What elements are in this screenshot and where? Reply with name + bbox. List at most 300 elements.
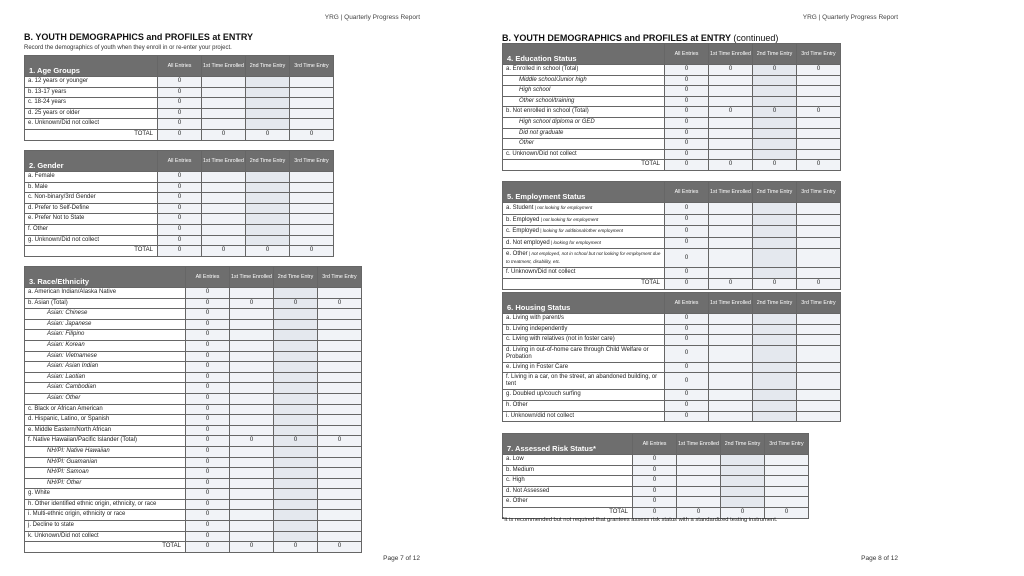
cell-entry[interactable] xyxy=(274,309,318,320)
cell-all-entries[interactable]: 0 xyxy=(665,324,709,335)
table-row xyxy=(503,400,841,411)
cell-all-entries[interactable]: 0 xyxy=(665,117,709,128)
cell-entry[interactable] xyxy=(709,249,753,268)
cell-entry[interactable] xyxy=(721,476,765,487)
cell-all-entries[interactable]: 0 xyxy=(665,75,709,86)
cell-entry[interactable] xyxy=(318,521,362,532)
cell-all-entries[interactable]: 0 xyxy=(665,249,709,268)
cell-entry[interactable]: 0 xyxy=(797,65,841,76)
cell-entry[interactable] xyxy=(797,117,841,128)
cell-entry[interactable] xyxy=(230,362,274,373)
cell-all-entries[interactable]: 0 xyxy=(186,510,230,521)
cell-entry[interactable] xyxy=(709,149,753,160)
row-label: d. Prefer to Self-Define xyxy=(25,203,158,214)
cell-entry[interactable] xyxy=(753,390,797,401)
cell-all-entries[interactable]: 0 xyxy=(158,193,202,204)
cell-entry[interactable] xyxy=(709,96,753,107)
cell-entry[interactable] xyxy=(753,268,797,279)
cell-entry[interactable] xyxy=(753,411,797,422)
cell-entry[interactable] xyxy=(753,400,797,411)
cell-entry[interactable] xyxy=(677,465,721,476)
cell-all-entries[interactable]: 0 xyxy=(158,235,202,246)
cell-all-entries[interactable]: 0 xyxy=(158,214,202,225)
cell-entry[interactable] xyxy=(797,139,841,150)
cell-entry[interactable] xyxy=(274,372,318,383)
cell-entry[interactable] xyxy=(318,510,362,521)
cell-entry[interactable] xyxy=(709,373,753,390)
table-row xyxy=(25,203,334,214)
cell-all-entries[interactable]: 0 xyxy=(665,314,709,325)
cell-all-entries[interactable]: 0 xyxy=(186,298,230,309)
total-value: 0 xyxy=(709,160,753,171)
cell-entry[interactable] xyxy=(721,497,765,508)
cell-entry[interactable] xyxy=(318,415,362,426)
cell-entry[interactable] xyxy=(797,400,841,411)
cell-entry[interactable]: 0 xyxy=(274,298,318,309)
cell-entry[interactable] xyxy=(709,390,753,401)
cell-entry[interactable] xyxy=(230,351,274,362)
cell-entry[interactable]: 0 xyxy=(274,436,318,447)
cell-entry[interactable] xyxy=(753,149,797,160)
cell-all-entries[interactable]: 0 xyxy=(665,214,709,226)
cell-all-entries[interactable]: 0 xyxy=(633,476,677,487)
cell-entry[interactable] xyxy=(230,393,274,404)
cell-entry[interactable] xyxy=(797,214,841,226)
cell-entry[interactable] xyxy=(230,446,274,457)
cell-entry[interactable] xyxy=(274,351,318,362)
cell-all-entries[interactable]: 0 xyxy=(158,224,202,235)
cell-entry[interactable] xyxy=(290,172,334,183)
cell-entry[interactable] xyxy=(202,182,246,193)
cell-entry[interactable] xyxy=(753,139,797,150)
cell-all-entries[interactable]: 0 xyxy=(186,468,230,479)
cell-entry[interactable] xyxy=(709,268,753,279)
cell-entry[interactable] xyxy=(274,425,318,436)
cell-all-entries[interactable]: 0 xyxy=(186,478,230,489)
cell-entry[interactable] xyxy=(290,98,334,109)
cell-entry[interactable] xyxy=(202,119,246,130)
cell-all-entries[interactable]: 0 xyxy=(665,335,709,346)
cell-entry[interactable] xyxy=(202,214,246,225)
cell-entry[interactable] xyxy=(246,182,290,193)
cell-entry[interactable] xyxy=(290,77,334,88)
cell-entry[interactable] xyxy=(709,314,753,325)
table-title: 6. Housing Status xyxy=(503,293,665,314)
cell-entry[interactable] xyxy=(753,226,797,238)
cell-all-entries[interactable]: 0 xyxy=(186,309,230,320)
cell-all-entries[interactable]: 0 xyxy=(186,446,230,457)
cell-entry[interactable]: 0 xyxy=(230,298,274,309)
cell-entry[interactable] xyxy=(318,478,362,489)
cell-entry[interactable] xyxy=(230,478,274,489)
cell-entry[interactable]: 0 xyxy=(709,65,753,76)
cell-entry[interactable] xyxy=(230,415,274,426)
cell-entry[interactable] xyxy=(274,531,318,542)
cell-entry[interactable] xyxy=(753,96,797,107)
cell-entry[interactable] xyxy=(318,309,362,320)
cell-entry[interactable] xyxy=(230,531,274,542)
cell-entry[interactable] xyxy=(274,457,318,468)
cell-entry[interactable] xyxy=(797,203,841,215)
cell-entry[interactable] xyxy=(318,288,362,299)
cell-all-entries[interactable]: 0 xyxy=(186,489,230,500)
cell-entry[interactable] xyxy=(753,214,797,226)
cell-entry[interactable] xyxy=(721,465,765,476)
cell-entry[interactable] xyxy=(274,468,318,479)
cell-entry[interactable] xyxy=(290,108,334,119)
cell-entry[interactable] xyxy=(797,75,841,86)
cell-all-entries[interactable]: 0 xyxy=(158,77,202,88)
cell-entry[interactable] xyxy=(274,499,318,510)
cell-entry[interactable] xyxy=(318,446,362,457)
cell-entry[interactable] xyxy=(753,249,797,268)
cell-all-entries[interactable]: 0 xyxy=(158,203,202,214)
cell-all-entries[interactable]: 0 xyxy=(186,425,230,436)
section-title-continued: (continued) xyxy=(733,33,779,43)
cell-entry[interactable] xyxy=(246,98,290,109)
cell-all-entries[interactable]: 0 xyxy=(158,182,202,193)
cell-entry[interactable] xyxy=(797,362,841,373)
cell-entry[interactable] xyxy=(753,237,797,249)
cell-all-entries[interactable]: 0 xyxy=(665,226,709,238)
cell-entry[interactable] xyxy=(797,314,841,325)
cell-entry[interactable] xyxy=(709,214,753,226)
row-label-separator: | xyxy=(539,228,543,234)
cell-all-entries[interactable]: 0 xyxy=(665,362,709,373)
cell-entry[interactable] xyxy=(709,117,753,128)
cell-entry[interactable] xyxy=(230,404,274,415)
cell-entry[interactable] xyxy=(677,455,721,466)
cell-entry[interactable] xyxy=(274,383,318,394)
cell-all-entries[interactable]: 0 xyxy=(186,521,230,532)
table-row xyxy=(25,98,334,109)
row-label: i. Multi-ethnic origin, ethnicity or race xyxy=(25,510,186,521)
total-value: 0 xyxy=(158,129,202,140)
cell-entry[interactable] xyxy=(753,324,797,335)
cell-entry[interactable] xyxy=(230,510,274,521)
cell-entry[interactable] xyxy=(797,86,841,97)
cell-entry[interactable] xyxy=(797,390,841,401)
table-row xyxy=(25,446,362,457)
cell-entry[interactable] xyxy=(709,128,753,139)
cell-all-entries[interactable]: 0 xyxy=(665,373,709,390)
table-row xyxy=(503,373,841,390)
header-row xyxy=(25,267,362,288)
cell-all-entries[interactable]: 0 xyxy=(665,237,709,249)
cell-entry[interactable] xyxy=(202,172,246,183)
cell-entry[interactable] xyxy=(753,75,797,86)
cell-all-entries[interactable]: 0 xyxy=(158,98,202,109)
cell-entry[interactable] xyxy=(274,489,318,500)
row-label: g. Unknown/Did not collect xyxy=(25,235,158,246)
cell-all-entries[interactable]: 0 xyxy=(186,457,230,468)
table-row xyxy=(503,75,841,86)
cell-entry[interactable] xyxy=(318,340,362,351)
cell-entry[interactable] xyxy=(290,235,334,246)
cell-entry[interactable] xyxy=(246,203,290,214)
cell-all-entries[interactable]: 0 xyxy=(665,345,709,362)
cell-entry[interactable] xyxy=(274,362,318,373)
cell-entry[interactable] xyxy=(246,119,290,130)
cell-entry[interactable] xyxy=(246,224,290,235)
cell-entry[interactable] xyxy=(709,362,753,373)
cell-entry[interactable] xyxy=(753,314,797,325)
cell-entry[interactable] xyxy=(274,404,318,415)
cell-entry[interactable] xyxy=(765,455,809,466)
cell-all-entries[interactable]: 0 xyxy=(633,486,677,497)
cell-entry[interactable] xyxy=(318,457,362,468)
cell-entry[interactable] xyxy=(709,86,753,97)
cell-entry[interactable] xyxy=(318,425,362,436)
cell-entry[interactable] xyxy=(721,486,765,497)
cell-entry[interactable] xyxy=(753,362,797,373)
cell-entry[interactable]: 0 xyxy=(753,107,797,118)
cell-entry[interactable] xyxy=(709,411,753,422)
cell-all-entries[interactable]: 0 xyxy=(665,65,709,76)
table-row xyxy=(503,497,809,508)
cell-entry[interactable] xyxy=(230,425,274,436)
page-number: Page 8 of 12 xyxy=(861,555,898,562)
cell-entry[interactable] xyxy=(765,497,809,508)
cell-entry[interactable] xyxy=(202,98,246,109)
column-header-second: 2nd Time Entry xyxy=(246,151,290,172)
cell-entry[interactable] xyxy=(797,373,841,390)
cell-entry[interactable] xyxy=(246,87,290,98)
cell-entry[interactable] xyxy=(230,309,274,320)
table-row xyxy=(503,203,841,215)
cell-all-entries[interactable]: 0 xyxy=(186,393,230,404)
cell-entry[interactable] xyxy=(797,237,841,249)
table-row xyxy=(25,415,362,426)
cell-entry[interactable] xyxy=(202,87,246,98)
cell-entry[interactable] xyxy=(290,214,334,225)
cell-entry[interactable] xyxy=(765,476,809,487)
total-value: 0 xyxy=(202,129,246,140)
cell-entry[interactable] xyxy=(290,224,334,235)
cell-entry[interactable]: 0 xyxy=(318,436,362,447)
cell-entry[interactable] xyxy=(709,324,753,335)
cell-all-entries[interactable]: 0 xyxy=(186,531,230,542)
cell-entry[interactable] xyxy=(290,119,334,130)
cell-all-entries[interactable]: 0 xyxy=(186,404,230,415)
cell-entry[interactable] xyxy=(677,497,721,508)
cell-entry[interactable] xyxy=(230,319,274,330)
cell-entry[interactable] xyxy=(230,521,274,532)
cell-entry[interactable] xyxy=(797,226,841,238)
cell-entry[interactable] xyxy=(753,203,797,215)
cell-all-entries[interactable]: 0 xyxy=(665,411,709,422)
total-value: 0 xyxy=(158,246,202,257)
cell-entry[interactable] xyxy=(274,319,318,330)
cell-entry[interactable] xyxy=(709,335,753,346)
cell-all-entries[interactable]: 0 xyxy=(186,436,230,447)
cell-entry[interactable] xyxy=(290,87,334,98)
cell-all-entries[interactable]: 0 xyxy=(665,268,709,279)
cell-all-entries[interactable]: 0 xyxy=(186,319,230,330)
cell-entry[interactable] xyxy=(202,108,246,119)
cell-entry[interactable] xyxy=(797,149,841,160)
cell-all-entries[interactable]: 0 xyxy=(186,362,230,373)
cell-all-entries[interactable]: 0 xyxy=(633,497,677,508)
cell-all-entries[interactable]: 0 xyxy=(665,128,709,139)
cell-entry[interactable] xyxy=(797,268,841,279)
cell-all-entries[interactable]: 0 xyxy=(186,330,230,341)
cell-entry[interactable] xyxy=(721,455,765,466)
cell-entry[interactable] xyxy=(290,193,334,204)
cell-entry[interactable] xyxy=(677,476,721,487)
cell-entry[interactable] xyxy=(290,182,334,193)
cell-all-entries[interactable]: 0 xyxy=(633,455,677,466)
table-row xyxy=(503,476,809,487)
cell-entry[interactable]: 0 xyxy=(230,436,274,447)
cell-entry[interactable]: 0 xyxy=(709,107,753,118)
cell-entry[interactable] xyxy=(797,324,841,335)
cell-entry[interactable] xyxy=(274,330,318,341)
cell-all-entries[interactable]: 0 xyxy=(186,351,230,362)
cell-entry[interactable] xyxy=(709,345,753,362)
cell-entry[interactable] xyxy=(246,214,290,225)
total-value: 0 xyxy=(202,246,246,257)
row-label: Asian: Asian Indian xyxy=(25,362,186,373)
cell-entry[interactable] xyxy=(274,288,318,299)
cell-entry[interactable] xyxy=(753,117,797,128)
row-label-note: looking for additional/other employment xyxy=(542,228,623,234)
cell-entry[interactable] xyxy=(318,372,362,383)
page-number: Page 7 of 12 xyxy=(383,555,420,562)
table-row xyxy=(25,108,334,119)
cell-all-entries[interactable]: 0 xyxy=(633,465,677,476)
row-label-main: b. Employed xyxy=(506,216,540,223)
cell-entry[interactable] xyxy=(230,457,274,468)
cell-all-entries[interactable]: 0 xyxy=(186,499,230,510)
cell-entry[interactable] xyxy=(753,373,797,390)
row-label xyxy=(503,203,665,215)
cell-entry[interactable] xyxy=(274,478,318,489)
cell-entry[interactable] xyxy=(797,335,841,346)
cell-entry[interactable] xyxy=(246,108,290,119)
cell-entry[interactable] xyxy=(230,383,274,394)
cell-entry[interactable] xyxy=(709,400,753,411)
cell-entry[interactable]: 0 xyxy=(753,65,797,76)
table-title: 1. Age Groups xyxy=(25,56,158,77)
cell-entry[interactable] xyxy=(753,335,797,346)
cell-entry[interactable] xyxy=(797,128,841,139)
table-row xyxy=(503,268,841,279)
cell-all-entries[interactable]: 0 xyxy=(665,400,709,411)
cell-entry[interactable] xyxy=(753,128,797,139)
cell-all-entries[interactable]: 0 xyxy=(665,149,709,160)
cell-all-entries[interactable]: 0 xyxy=(665,390,709,401)
cell-all-entries[interactable]: 0 xyxy=(665,96,709,107)
cell-all-entries[interactable]: 0 xyxy=(665,107,709,118)
cell-entry[interactable] xyxy=(246,77,290,88)
cell-entry[interactable] xyxy=(797,345,841,362)
cell-entry[interactable] xyxy=(202,224,246,235)
cell-entry[interactable] xyxy=(318,404,362,415)
cell-entry[interactable] xyxy=(230,489,274,500)
cell-all-entries[interactable]: 0 xyxy=(158,172,202,183)
cell-entry[interactable] xyxy=(230,340,274,351)
cell-entry[interactable] xyxy=(274,415,318,426)
cell-entry[interactable] xyxy=(274,446,318,457)
cell-entry[interactable] xyxy=(797,96,841,107)
cell-entry[interactable] xyxy=(318,319,362,330)
cell-entry[interactable] xyxy=(246,193,290,204)
cell-entry[interactable] xyxy=(274,340,318,351)
table-row xyxy=(25,172,334,183)
cell-entry[interactable] xyxy=(709,75,753,86)
cell-entry[interactable] xyxy=(202,203,246,214)
cell-entry[interactable] xyxy=(202,235,246,246)
cell-entry[interactable] xyxy=(765,486,809,497)
cell-entry[interactable] xyxy=(290,203,334,214)
total-value: 0 xyxy=(230,542,274,553)
cell-all-entries[interactable]: 0 xyxy=(186,288,230,299)
cell-entry[interactable] xyxy=(709,139,753,150)
cell-all-entries[interactable]: 0 xyxy=(186,340,230,351)
cell-entry[interactable]: 0 xyxy=(797,107,841,118)
total-value: 0 xyxy=(753,278,797,289)
cell-entry[interactable] xyxy=(202,193,246,204)
cell-entry[interactable] xyxy=(753,86,797,97)
cell-entry[interactable] xyxy=(753,345,797,362)
cell-entry[interactable] xyxy=(709,226,753,238)
cell-all-entries[interactable]: 0 xyxy=(186,372,230,383)
row-label: a. Female xyxy=(25,172,158,183)
cell-entry[interactable] xyxy=(797,249,841,268)
cell-entry[interactable] xyxy=(677,486,721,497)
cell-entry[interactable] xyxy=(246,172,290,183)
cell-entry[interactable] xyxy=(318,351,362,362)
cell-entry[interactable] xyxy=(202,77,246,88)
cell-entry[interactable] xyxy=(230,499,274,510)
cell-all-entries[interactable]: 0 xyxy=(665,86,709,97)
cell-all-entries[interactable]: 0 xyxy=(186,383,230,394)
cell-entry[interactable] xyxy=(274,393,318,404)
cell-all-entries[interactable]: 0 xyxy=(186,415,230,426)
cell-entry[interactable] xyxy=(797,411,841,422)
cell-all-entries[interactable]: 0 xyxy=(158,119,202,130)
table-row xyxy=(25,425,362,436)
cell-entry[interactable] xyxy=(318,489,362,500)
cell-entry[interactable] xyxy=(318,393,362,404)
cell-entry[interactable] xyxy=(318,362,362,373)
cell-all-entries[interactable]: 0 xyxy=(665,203,709,215)
cell-entry[interactable] xyxy=(318,531,362,542)
cell-entry[interactable] xyxy=(274,521,318,532)
cell-entry[interactable] xyxy=(318,468,362,479)
cell-entry[interactable] xyxy=(230,372,274,383)
page-header: YRG | Quarterly Progress Report xyxy=(802,14,898,21)
cell-entry[interactable] xyxy=(709,237,753,249)
cell-entry[interactable] xyxy=(230,330,274,341)
column-header-all: All Entries xyxy=(158,56,202,77)
cell-entry[interactable] xyxy=(318,330,362,341)
cell-entry[interactable] xyxy=(274,510,318,521)
cell-all-entries[interactable]: 0 xyxy=(158,87,202,98)
cell-entry[interactable] xyxy=(318,499,362,510)
cell-entry[interactable] xyxy=(230,288,274,299)
cell-entry[interactable] xyxy=(246,235,290,246)
cell-all-entries[interactable]: 0 xyxy=(158,108,202,119)
cell-entry[interactable] xyxy=(709,203,753,215)
cell-entry[interactable] xyxy=(230,468,274,479)
cell-entry[interactable] xyxy=(318,383,362,394)
cell-all-entries[interactable]: 0 xyxy=(665,139,709,150)
cell-entry[interactable]: 0 xyxy=(318,298,362,309)
cell-entry[interactable] xyxy=(765,465,809,476)
row-label: e. Middle Eastern/North African xyxy=(25,425,186,436)
